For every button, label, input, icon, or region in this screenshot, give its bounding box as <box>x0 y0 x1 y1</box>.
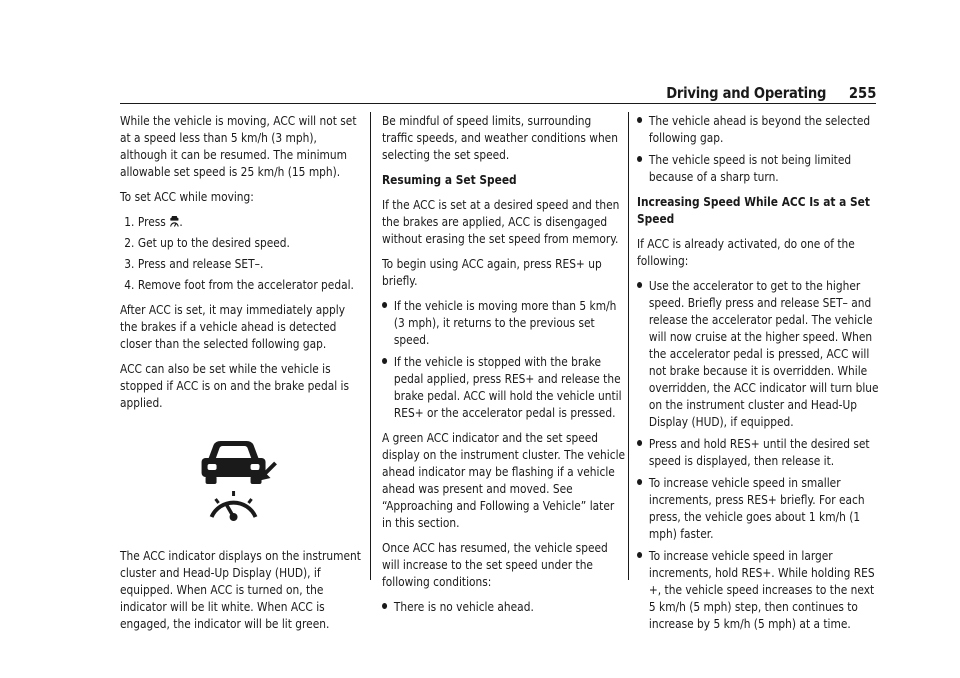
list-item: 3. Press and release SET–. <box>124 256 264 271</box>
list-item: The vehicle ahead is beyond the selected following gap. <box>637 112 881 146</box>
column-2 <box>382 112 625 623</box>
paragraph: If the ACC is set at a desired speed and then the brakes are applied, ACC is disengaged without erasing the set speed from memory. <box>382 197 620 246</box>
bullet-list <box>637 277 881 632</box>
paragraph: Once ACC has resumed, the vehicle speed will increase to the set speed under the following conditions: <box>382 540 608 589</box>
bullet-list <box>382 297 626 421</box>
list-item: There is no vehicle ahead. <box>382 598 626 615</box>
subheading: Resuming a Set Speed <box>382 172 517 187</box>
subheading: Increasing Speed While ACC Is at a Set Speed <box>637 194 870 226</box>
bullet-icon <box>637 479 642 485</box>
list-item: Use the accelerator to get to the higher speed. Briefly press and release SET– and release the accelerator pedal. The vehicle will now cruise at the higher speed. When the accelerator pedal is pressed, ACC will not brake because it is overridden. While overridden, the ACC indicator will turn blue on the instrument cluster and Head-Up Display (HUD), if equipped. <box>637 277 881 430</box>
paragraph: After ACC is set, it may immediately apply the brakes if a vehicle ahead is detected closer than the selected following gap. <box>120 302 346 351</box>
column-divider <box>628 112 629 580</box>
bullet-icon <box>637 156 642 162</box>
list-item: The vehicle speed is not being limited because of a sharp turn. <box>637 151 881 185</box>
column-3 <box>637 112 880 640</box>
list-item: To increase vehicle speed in larger increments, hold RES+. While holding RES +, the vehicle speed increases to the next 5 km/h (5 mph) step, then continues to increase by 5 km/h (5 mph) at a time. <box>637 547 881 632</box>
paragraph: ACC can also be set while the vehicle is stopped if ACC is on and the brake pedal is applied. <box>120 361 350 410</box>
bullet-icon <box>382 603 387 609</box>
section-title: Driving and Operating <box>666 84 826 102</box>
page-number: 255 <box>848 84 876 102</box>
list-item: Press and hold RES+ until the desired set speed is displayed, then release it. <box>637 435 881 469</box>
bullet-icon <box>637 117 642 123</box>
paragraph: The ACC indicator displays on the instrument cluster and Head-Up Display (HUD), if equipped. When ACC is turned on, the indicator will be lit white. When ACC is engaged, the indicator will be lit green. <box>120 548 361 631</box>
column-1 <box>120 112 363 640</box>
bullet-icon <box>637 440 642 446</box>
paragraph: Be mindful of speed limits, surrounding traffic speeds, and weather conditions when selecting the set speed. <box>382 113 618 162</box>
paragraph: A green ACC indicator and the set speed display on the instrument cluster. The vehicle ahead indicator may be flashing if a vehicle ahead was present and moved. See “Approaching and Following a Vehicle” later in this section. <box>382 430 626 530</box>
paragraph: To begin using ACC again, press RES+ up briefly. <box>382 256 602 288</box>
header-rule <box>120 103 876 104</box>
list-item: 2. Get up to the desired speed. <box>124 235 290 250</box>
acc-indicator-figure <box>120 423 364 533</box>
bullet-icon <box>637 282 642 288</box>
paragraph: If ACC is already activated, do one of the following: <box>637 236 855 268</box>
paragraph: While the vehicle is moving, ACC will not set at a speed less than 5 km/h (3 mph), although it can be resumed. The minimum allowable set speed is 25 km/h (15 mph). <box>120 113 357 179</box>
steps-list <box>120 213 364 293</box>
paragraph: To set ACC while moving: <box>120 189 254 204</box>
list-item: 4. Remove foot from the accelerator pedal. <box>124 277 354 292</box>
list-item: If the vehicle is stopped with the brake pedal applied, press RES+ and release the brake pedal. ACC will hold the vehicle until RES+ or the accelerator pedal is pressed. <box>382 353 626 421</box>
list-item: If the vehicle is moving more than 5 km/h (3 mph), it returns to the previous set speed. <box>382 297 626 348</box>
bullet-list <box>382 598 626 615</box>
column-divider <box>370 112 371 580</box>
bullet-icon <box>382 302 387 308</box>
acc-indicator-icon <box>194 433 290 523</box>
bullet-icon <box>382 358 387 364</box>
bullet-icon <box>637 552 642 558</box>
acc-button-icon <box>169 215 179 228</box>
list-item: To increase vehicle speed in smaller increments, press RES+ briefly. For each press, the vehicle goes about 1 km/h (1 mph) faster. <box>637 474 881 542</box>
bullet-list <box>637 112 881 185</box>
list-item: 1. Press . <box>124 214 183 229</box>
